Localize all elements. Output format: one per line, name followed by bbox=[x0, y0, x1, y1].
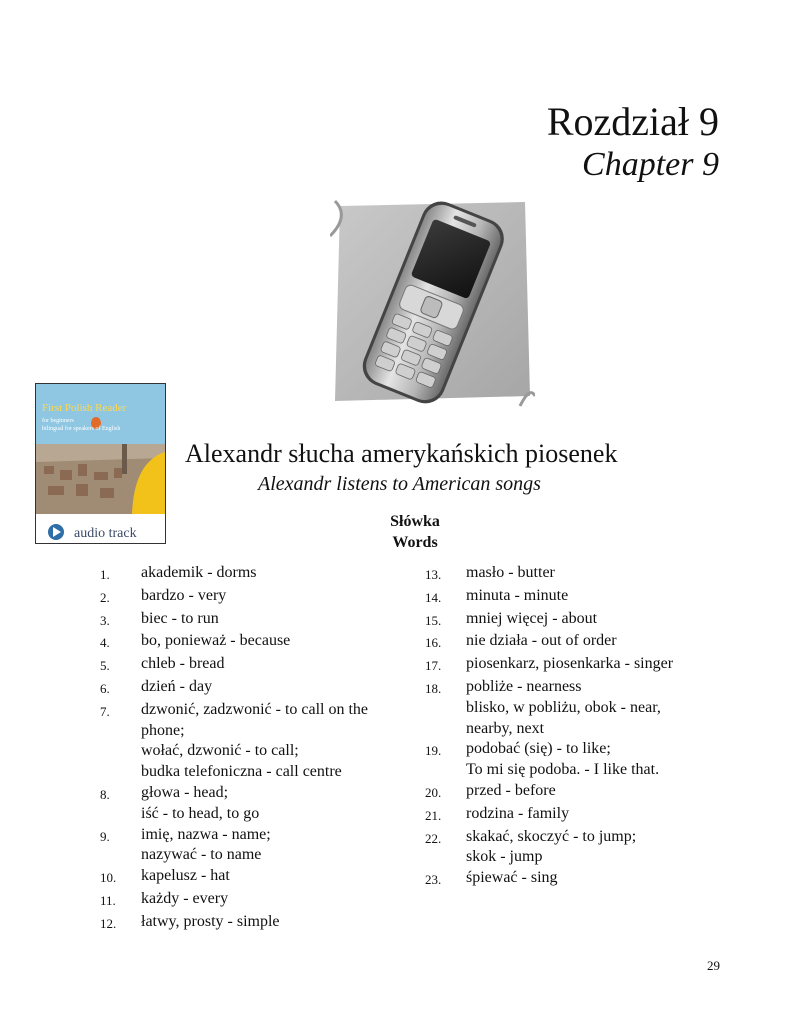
vocab-text: wołać, dzwonić - to call; bbox=[141, 742, 299, 760]
vocab-number: 19. bbox=[425, 743, 442, 759]
vocab-text: bardzo - very bbox=[141, 586, 227, 604]
vocab-number: 4. bbox=[100, 635, 110, 651]
vocab-text: iść - to head, to go bbox=[141, 804, 260, 822]
vocab-text: podobać (się) - to like; bbox=[466, 740, 611, 758]
vocab-text: nazywać - to name bbox=[141, 846, 262, 864]
vocab-number: 2. bbox=[100, 589, 110, 605]
vocab-text: imię, nazwa - name; bbox=[141, 825, 271, 843]
vocab-entry bbox=[425, 609, 725, 632]
vocab-entry bbox=[425, 563, 725, 586]
vocab-entry bbox=[425, 677, 725, 739]
vocab-text: nie działa - out of order bbox=[466, 632, 617, 650]
vocab-text: chleb - bread bbox=[141, 655, 225, 673]
vocab-number: 6. bbox=[100, 680, 110, 696]
vocabulary-list-right bbox=[425, 563, 725, 891]
vocab-number: 22. bbox=[425, 830, 442, 846]
vocab-text: skok - jump bbox=[466, 848, 543, 866]
vocab-entry bbox=[100, 783, 415, 825]
vocab-entry bbox=[100, 677, 415, 700]
vocab-text: budka telefoniczna - call centre bbox=[141, 763, 342, 781]
words-heading-pl: Słówka bbox=[390, 513, 440, 530]
vocab-number: 1. bbox=[100, 567, 110, 582]
cover-title: First Polish Reader bbox=[42, 402, 127, 414]
cover-subtitle-2: bilingual for speakers of English bbox=[42, 426, 121, 432]
vocab-entry bbox=[100, 866, 415, 889]
vocab-text: skakać, skoczyć - to jump; bbox=[466, 827, 637, 845]
vocab-text: phone; bbox=[141, 721, 185, 739]
vocab-entry bbox=[100, 889, 415, 912]
vocab-entry bbox=[100, 825, 415, 867]
vocab-number: 18. bbox=[425, 680, 442, 696]
vocab-text: dzwonić, zadzwonić - to call on the bbox=[141, 700, 369, 718]
story-title: Alexandr słucha amerykańskich piosenek bbox=[185, 439, 618, 468]
vocab-text: bo, ponieważ - because bbox=[141, 632, 291, 650]
vocabulary-list-left bbox=[100, 563, 415, 935]
words-heading-en: Words bbox=[392, 534, 438, 551]
vocab-entry bbox=[425, 586, 725, 609]
vocab-text: przed - before bbox=[466, 781, 556, 799]
vocab-number: 5. bbox=[100, 658, 110, 674]
vocab-number: 9. bbox=[100, 828, 110, 844]
vocab-number: 23. bbox=[425, 872, 442, 888]
vocab-text: śpiewać - sing bbox=[466, 869, 558, 887]
vocab-text: głowa - head; bbox=[141, 783, 229, 801]
vocab-entry bbox=[425, 781, 725, 804]
vocab-text: kapelusz - hat bbox=[141, 867, 230, 885]
vocab-number: 15. bbox=[425, 612, 442, 628]
vocab-text: masło - butter bbox=[466, 564, 555, 581]
vocab-entry bbox=[425, 868, 725, 891]
vocab-entry bbox=[425, 654, 725, 677]
page-number: 29 bbox=[707, 958, 720, 973]
vocab-text: To mi się podoba. - I like that. bbox=[466, 761, 660, 779]
play-icon[interactable] bbox=[48, 524, 64, 540]
vocab-number: 10. bbox=[100, 870, 117, 886]
vocab-entry bbox=[425, 827, 725, 869]
audio-track-cover[interactable] bbox=[35, 383, 166, 544]
vocab-text: dzień - day bbox=[141, 677, 213, 695]
vocab-number: 8. bbox=[100, 786, 110, 802]
vocab-entry bbox=[100, 631, 415, 654]
vocab-text: rodzina - family bbox=[466, 804, 570, 822]
chapter-subtitle: Chapter 9 bbox=[582, 146, 719, 183]
vocab-entry bbox=[100, 912, 415, 935]
story-subtitle: Alexandr listens to American songs bbox=[258, 473, 541, 495]
chapter-title: Rozdział 9 bbox=[546, 99, 719, 144]
vocab-number: 17. bbox=[425, 658, 442, 674]
vocab-entry bbox=[425, 631, 725, 654]
vocab-entry bbox=[100, 563, 415, 586]
vocab-number: 14. bbox=[425, 589, 442, 605]
vocab-text: nearby, next bbox=[466, 719, 545, 737]
vocab-text: łatwy, prosty - simple bbox=[141, 912, 280, 930]
vocab-number: 20. bbox=[425, 784, 442, 800]
vocab-entry bbox=[100, 609, 415, 632]
vocab-number: 21. bbox=[425, 807, 442, 823]
vocab-entry bbox=[100, 700, 415, 783]
vocab-entry bbox=[425, 804, 725, 827]
vocab-number: 3. bbox=[100, 612, 110, 628]
vocab-text: mniej więcej - about bbox=[466, 609, 598, 627]
vocab-text: biec - to run bbox=[141, 609, 219, 627]
vocab-text: minuta - minute bbox=[466, 586, 569, 604]
vocab-text: piosenkarz, piosenkarka - singer bbox=[466, 655, 674, 673]
vocab-number: 13. bbox=[425, 567, 442, 582]
vocab-entry bbox=[100, 586, 415, 609]
vocab-number: 11. bbox=[100, 892, 116, 908]
vocab-entry bbox=[425, 739, 725, 781]
vocab-number: 7. bbox=[100, 703, 110, 719]
vocab-text: każdy - every bbox=[141, 889, 229, 907]
vocab-text: akademik - dorms bbox=[141, 564, 257, 581]
cover-subtitle-1: for beginners bbox=[42, 418, 74, 424]
vocab-text: pobliże - nearness bbox=[466, 677, 582, 695]
vocab-number: 16. bbox=[425, 635, 442, 651]
vocab-number: 12. bbox=[100, 915, 117, 931]
audio-track-label: audio track bbox=[74, 526, 137, 541]
vocab-text: blisko, w pobliżu, obok - near, bbox=[466, 698, 661, 716]
vocab-entry bbox=[100, 654, 415, 677]
mobile-phone-image bbox=[330, 196, 535, 410]
